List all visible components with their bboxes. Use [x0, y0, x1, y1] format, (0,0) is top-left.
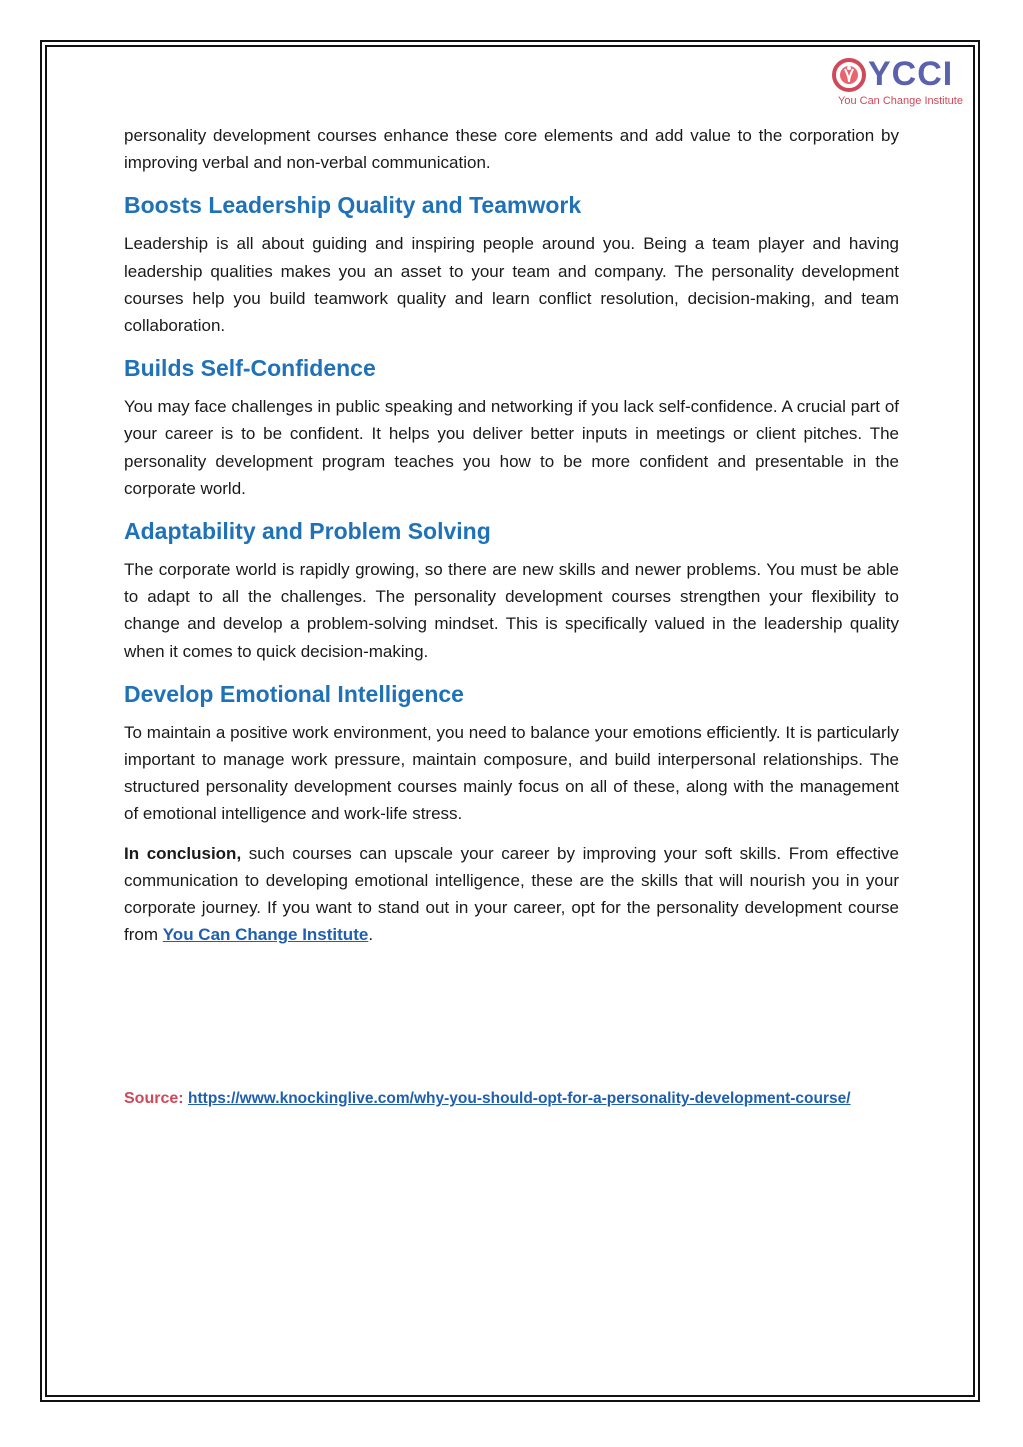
logo-wordmark: YCCI [868, 55, 954, 93]
source-citation [124, 1086, 899, 1112]
conclusion-text: such courses can upscale your career by improving your soft skills. From effective communication to developing emotional intelligence, these are the skills that will nourish you in your corporate journey. If you want to stand out in your career, opt for the personality development course from [124, 843, 899, 945]
section-heading-self-confidence: Builds Self-Confidence [124, 355, 376, 382]
section-body-self-confidence: You may face challenges in public speaking and networking if you lack self-confidence. A crucial part of your career is to be confident. It helps you deliver better inputs in meetings or client pitches. The personality development program teaches you how to be more confident and presentable in the corporate world. [124, 397, 899, 498]
conclusion-trailing: . [368, 925, 374, 945]
conclusion-paragraph [124, 840, 899, 949]
document-body [124, 122, 899, 960]
section-heading-adaptability: Adaptability and Problem Solving [124, 518, 491, 545]
source-url-link[interactable]: https://www.knockinglive.com/why-you-should-opt-for-a-personality-development-course/ [188, 1090, 851, 1107]
source-label: Source: [124, 1090, 184, 1107]
ycci-logo [832, 56, 972, 112]
conclusion-lead: In conclusion, [124, 843, 242, 863]
section-heading-emotional-intelligence: Develop Emotional Intelligence [124, 680, 464, 707]
ycci-link[interactable]: You Can Change Institute [162, 925, 369, 945]
section-heading-leadership: Boosts Leadership Quality and Teamwork [124, 192, 582, 219]
ycci-logo-icon [832, 58, 866, 92]
section-body-emotional-intelligence: To maintain a positive work environment, you need to balance your emotions efficiently. It is particularly important to manage work pressure, maintain composure, and build interpersonal relationships. The structured personality development courses mainly focus on all of these, along with the management of emotional intelligence and work-life stress. [124, 722, 899, 824]
section-body-leadership: Leadership is all about guiding and inspiring people around you. Being a team player and having leadership qualities makes you an asset to your team and company. The personality development courses help you build teamwork quality and learn conflict resolution, decision-making, and team collaboration. [124, 234, 899, 336]
intro-paragraph: personality development courses enhance these core elements and add value to the corporation by improving verbal and non-verbal communication. [124, 126, 899, 173]
section-body-adaptability: The corporate world is rapidly growing, so there are new skills and newer problems. You must be able to adapt to all the challenges. The personality development courses strengthen your flexibility to change and develop a problem-solving mindset. This is specifically valued in the leadership quality when it comes to quick decision-making. [124, 560, 899, 661]
logo-tagline: You Can Change Institute [838, 95, 963, 107]
